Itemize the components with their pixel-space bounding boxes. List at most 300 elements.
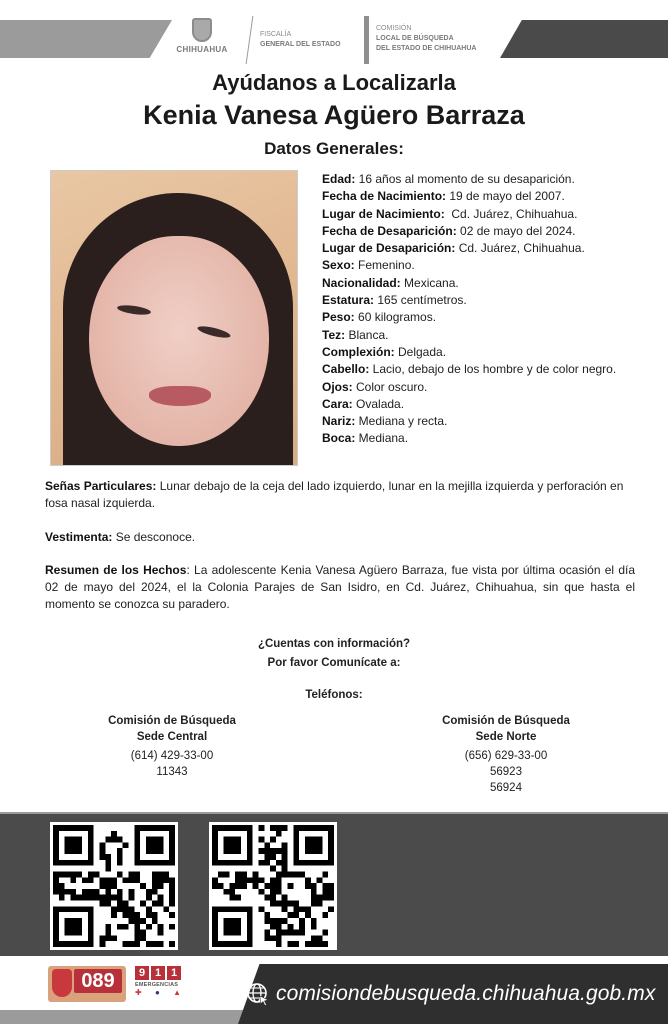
detail-label: Complexión: xyxy=(322,344,395,359)
qr-module xyxy=(247,924,253,930)
qr-module xyxy=(311,842,317,848)
detail-label: Lugar de Desaparición: xyxy=(322,241,456,256)
qr-module xyxy=(65,918,71,924)
detail-value: Lacio, debajo de los hombre y de color negro. xyxy=(369,362,617,377)
detail-value: Mediana. xyxy=(355,431,409,446)
qr-module xyxy=(247,877,253,883)
detail-row xyxy=(322,223,662,240)
qr-module xyxy=(53,924,59,930)
person-photo xyxy=(50,170,298,466)
qr-module xyxy=(163,825,169,831)
qr-module xyxy=(253,877,259,883)
qr-module xyxy=(158,895,164,901)
qr-module xyxy=(88,918,94,924)
qr-module xyxy=(169,883,175,889)
qr-module xyxy=(229,906,235,912)
qr-module xyxy=(282,866,288,872)
qr-module xyxy=(270,837,276,843)
qr-module xyxy=(111,912,117,918)
chihuahua-logo-label: CHIHUAHUA xyxy=(176,45,228,54)
qr-module xyxy=(224,930,230,936)
qr-module xyxy=(305,860,311,866)
qr-module xyxy=(129,941,135,947)
qr-module xyxy=(169,831,175,837)
hotline-911-badge xyxy=(135,966,185,1002)
qr-module xyxy=(293,906,299,912)
qr-module xyxy=(76,906,82,912)
qr-module xyxy=(88,935,94,941)
details-list xyxy=(322,171,662,448)
qr-module xyxy=(293,860,299,866)
qr-module xyxy=(169,854,175,860)
qr-module xyxy=(264,895,270,901)
digit-1: 1 xyxy=(151,966,165,980)
qr-module xyxy=(99,854,105,860)
qr-module xyxy=(270,877,276,883)
qr-module xyxy=(317,935,323,941)
qr-module xyxy=(117,871,123,877)
qr-module xyxy=(241,941,247,947)
qr-module xyxy=(134,860,140,866)
qr-module xyxy=(163,906,169,912)
qr-module xyxy=(247,854,253,860)
qr-module xyxy=(111,831,117,837)
qr-module xyxy=(229,883,235,889)
qr-module xyxy=(299,860,305,866)
qr-module xyxy=(117,901,123,907)
qr-module xyxy=(328,895,334,901)
qr-module xyxy=(235,825,241,831)
qr-module xyxy=(293,842,299,848)
qr-module xyxy=(140,935,146,941)
qr-module xyxy=(105,895,111,901)
qr-module xyxy=(169,860,175,866)
qr-module xyxy=(70,941,76,947)
qr-module xyxy=(88,930,94,936)
qr-module xyxy=(134,877,140,883)
qr-module xyxy=(276,860,282,866)
qr-module xyxy=(53,935,59,941)
chihuahua-logo xyxy=(172,18,232,62)
qr-code-icon[interactable] xyxy=(209,822,337,950)
qr-module xyxy=(224,924,230,930)
detail-value: 60 kilogramos. xyxy=(354,310,437,325)
qr-module xyxy=(65,889,71,895)
qr-module xyxy=(293,831,299,837)
qr-module xyxy=(152,941,158,947)
qr-module xyxy=(146,842,152,848)
qr-module xyxy=(140,930,146,936)
qr-module xyxy=(140,825,146,831)
qr-module xyxy=(53,941,59,947)
qr-module xyxy=(258,906,264,912)
qr-module xyxy=(276,935,282,941)
qr-module xyxy=(82,889,88,895)
qr-module xyxy=(299,871,305,877)
qr-module xyxy=(235,860,241,866)
fiscalia-line2: GENERAL DEL ESTADO xyxy=(260,41,341,48)
detail-row xyxy=(322,188,662,205)
qr-module xyxy=(65,941,71,947)
detail-label: Peso: xyxy=(322,310,355,325)
qr-module xyxy=(328,842,334,848)
qr-module xyxy=(305,877,311,883)
qr-module xyxy=(169,912,175,918)
qr-module xyxy=(117,860,123,866)
qr-module xyxy=(76,895,82,901)
qr-module xyxy=(224,825,230,831)
qr-module xyxy=(235,877,241,883)
vestimenta xyxy=(45,529,635,546)
qr-module xyxy=(111,877,117,883)
qr-module xyxy=(76,860,82,866)
qr-module xyxy=(123,901,129,907)
qr-module xyxy=(99,895,105,901)
qr-module xyxy=(169,924,175,930)
hotline-089-badge xyxy=(48,966,126,1002)
qr-module xyxy=(212,918,218,924)
qr-module xyxy=(264,930,270,936)
qr-module xyxy=(311,848,317,854)
qr-module xyxy=(146,895,152,901)
qr-module xyxy=(59,889,65,895)
qr-module xyxy=(163,877,169,883)
detail-row xyxy=(322,275,662,292)
qr-module xyxy=(117,848,123,854)
detail-row xyxy=(322,257,662,274)
detail-row xyxy=(322,309,662,326)
qr-module xyxy=(158,877,164,883)
qr-module xyxy=(229,842,235,848)
phones-title: Teléfonos: xyxy=(305,689,363,701)
qr-module xyxy=(241,906,247,912)
qr-module xyxy=(282,848,288,854)
qr-module xyxy=(212,941,218,947)
qr-module xyxy=(229,930,235,936)
detail-label: Sexo: xyxy=(322,258,355,273)
qr-module xyxy=(158,930,164,936)
qr-module xyxy=(212,906,218,912)
qr-module xyxy=(152,889,158,895)
qr-module xyxy=(99,842,105,848)
qr-module xyxy=(53,930,59,936)
qr-module xyxy=(282,930,288,936)
qr-module xyxy=(134,935,140,941)
qr-module xyxy=(99,883,105,889)
qr-module xyxy=(158,901,164,907)
qr-module xyxy=(65,848,71,854)
qr-module xyxy=(123,912,129,918)
qr-module xyxy=(235,883,241,889)
qr-module xyxy=(293,912,299,918)
qr-module xyxy=(76,930,82,936)
qr-module xyxy=(146,906,152,912)
qr-module xyxy=(212,877,218,883)
qr-module xyxy=(293,854,299,860)
senas-particulares xyxy=(45,478,635,512)
qr-module xyxy=(88,837,94,843)
qr-module xyxy=(99,848,105,854)
qr-module xyxy=(134,941,140,947)
qr-module xyxy=(322,871,328,877)
page-title: Ayúdanos a Localizarla xyxy=(212,70,456,95)
header-stripe-left xyxy=(0,20,172,58)
fiscalia-line1: FISCALÍA xyxy=(260,31,292,38)
qr-module xyxy=(134,842,140,848)
qr-module xyxy=(317,837,323,843)
detail-label: Tez: xyxy=(322,327,346,342)
qr-module xyxy=(146,825,152,831)
qr-module xyxy=(235,871,241,877)
qr-module xyxy=(53,918,59,924)
qr-module xyxy=(270,854,276,860)
qr-module xyxy=(328,831,334,837)
detail-row xyxy=(322,240,662,257)
qr-module xyxy=(65,871,71,877)
qr-module xyxy=(218,906,224,912)
qr-module xyxy=(152,918,158,924)
qr-module xyxy=(163,860,169,866)
qr-module xyxy=(111,883,117,889)
qr-module xyxy=(129,918,135,924)
detail-value: Cd. Juárez, Chihuahua. xyxy=(444,206,578,221)
office-sede-central xyxy=(72,713,272,780)
qr-module xyxy=(105,854,111,860)
qr-module xyxy=(311,883,317,889)
qr-module xyxy=(82,877,88,883)
qr-module xyxy=(152,877,158,883)
qr-module xyxy=(82,895,88,901)
qr-module xyxy=(152,842,158,848)
qr-module xyxy=(76,825,82,831)
qr-module xyxy=(134,924,140,930)
qr-module xyxy=(88,831,94,837)
qr-module xyxy=(158,825,164,831)
qr-module xyxy=(169,889,175,895)
qr-module xyxy=(53,848,59,854)
website-url[interactable]: comisiondebusqueda.chihuahua.gob.mx xyxy=(276,982,656,1005)
comision-line3: DEL ESTADO DE CHIHUAHUA xyxy=(376,45,477,52)
qr-module xyxy=(288,871,294,877)
police-cap-icon: ● xyxy=(154,988,160,997)
qr-module xyxy=(53,889,59,895)
qr-module xyxy=(218,825,224,831)
qr-module xyxy=(276,883,282,889)
qr-module xyxy=(293,848,299,854)
qr-module xyxy=(311,918,317,924)
qr-module xyxy=(282,895,288,901)
qr-module xyxy=(317,848,323,854)
qr-module xyxy=(247,837,253,843)
qr-module xyxy=(258,825,264,831)
qr-module xyxy=(282,906,288,912)
qr-code-icon[interactable] xyxy=(50,822,178,950)
detail-label: Estatura: xyxy=(322,293,375,308)
qr-module xyxy=(65,837,71,843)
qr-module xyxy=(224,871,230,877)
qr-module xyxy=(123,941,129,947)
qr-module xyxy=(105,837,111,843)
qr-module xyxy=(317,825,323,831)
header-stripe-right xyxy=(500,20,668,58)
resumen-value: : La adolescente Kenia Vanesa Agüero Barraza, fue vista por última ocasión el día 02 de mayo del 2024, el la Colonia Parajes de San Isidro, en Cd. Juárez, Chihuahua, sin que hasta el momento se conozca su paradero. xyxy=(45,563,636,611)
qr-module xyxy=(241,871,247,877)
qr-module xyxy=(224,848,230,854)
office-phone[interactable]: (656) 629-33-00 xyxy=(464,750,548,762)
qr-module xyxy=(264,883,270,889)
vestimenta-value: Se desconoce. xyxy=(112,530,196,544)
qr-module xyxy=(146,837,152,843)
vestimenta-label: Vestimenta: xyxy=(45,530,113,544)
comision-line1: COMISIÓN xyxy=(376,25,412,32)
qr-module xyxy=(129,912,135,918)
qr-module xyxy=(282,871,288,877)
qr-module xyxy=(235,924,241,930)
qr-module xyxy=(88,854,94,860)
qr-module xyxy=(212,860,218,866)
qr-module xyxy=(224,842,230,848)
qr-module xyxy=(111,935,117,941)
qr-module xyxy=(152,912,158,918)
qr-module xyxy=(328,889,334,895)
qr-module xyxy=(270,866,276,872)
qr-module xyxy=(53,842,59,848)
qr-module xyxy=(247,860,253,866)
qr-module xyxy=(76,918,82,924)
qr-module xyxy=(76,871,82,877)
qr-module xyxy=(288,901,294,907)
qr-module xyxy=(288,924,294,930)
office-name: Comisión de Búsqueda xyxy=(442,715,570,727)
detail-row xyxy=(322,379,662,396)
qr-module xyxy=(322,889,328,895)
qr-module xyxy=(317,842,323,848)
detail-value: 02 de mayo del 2024. xyxy=(456,223,576,238)
detail-row xyxy=(322,171,662,188)
qr-module xyxy=(94,895,100,901)
comision-logo xyxy=(376,24,476,54)
emergencias-label: EMERGENCIAS xyxy=(135,982,179,988)
qr-module xyxy=(288,930,294,936)
qr-module xyxy=(140,883,146,889)
contact-question: ¿Cuentas con información? xyxy=(257,638,411,650)
qr-module xyxy=(224,837,230,843)
senas-label: Señas Particulares: xyxy=(45,479,157,493)
qr-module xyxy=(276,848,282,854)
qr-module xyxy=(59,825,65,831)
detail-row xyxy=(322,430,662,447)
qr-module xyxy=(105,901,111,907)
qr-module xyxy=(146,924,152,930)
qr-module xyxy=(94,889,100,895)
qr-module xyxy=(276,831,282,837)
qr-module xyxy=(88,895,94,901)
detail-label: Ojos: xyxy=(322,379,353,394)
qr-module xyxy=(229,860,235,866)
qr-module xyxy=(70,877,76,883)
qr-module xyxy=(311,837,317,843)
office-extension: 56924 xyxy=(490,782,522,794)
qr-module xyxy=(134,854,140,860)
qr-module xyxy=(328,848,334,854)
qr-module xyxy=(169,895,175,901)
qr-module xyxy=(311,895,317,901)
qr-module xyxy=(123,877,129,883)
qr-module xyxy=(59,895,65,901)
qr-module xyxy=(65,924,71,930)
office-phone[interactable]: (614) 429-33-00 xyxy=(130,750,214,762)
detail-value: Mexicana. xyxy=(400,275,459,290)
qr-module xyxy=(247,930,253,936)
qr-module xyxy=(241,877,247,883)
qr-module xyxy=(212,837,218,843)
qr-module xyxy=(70,924,76,930)
medical-cross-icon: ✚ xyxy=(135,988,142,997)
qr-module xyxy=(305,941,311,947)
qr-module xyxy=(53,906,59,912)
qr-module xyxy=(152,860,158,866)
header-divider xyxy=(246,16,254,64)
qr-module xyxy=(282,842,288,848)
qr-module xyxy=(305,848,311,854)
qr-module xyxy=(88,860,94,866)
qr-module xyxy=(270,848,276,854)
person-name: Kenia Vanesa Agüero Barraza xyxy=(143,100,525,130)
qr-module xyxy=(241,883,247,889)
qr-module xyxy=(99,901,105,907)
qr-module xyxy=(224,906,230,912)
qr-module xyxy=(322,883,328,889)
qr-module xyxy=(59,871,65,877)
qr-module xyxy=(299,930,305,936)
qr-module xyxy=(134,871,140,877)
detail-value: Color oscuro. xyxy=(352,379,428,394)
qr-module xyxy=(305,837,311,843)
qr-module xyxy=(293,825,299,831)
qr-module xyxy=(70,860,76,866)
qr-module xyxy=(105,877,111,883)
section-title: Datos Generales: xyxy=(264,139,404,158)
qr-module xyxy=(70,871,76,877)
qr-module xyxy=(212,883,218,889)
qr-module xyxy=(328,825,334,831)
qr-module xyxy=(293,901,299,907)
qr-module xyxy=(293,941,299,947)
fire-icon: ▲ xyxy=(173,988,181,997)
qr-module xyxy=(247,941,253,947)
website-link[interactable] xyxy=(246,982,655,1006)
qr-module xyxy=(65,906,71,912)
qr-module xyxy=(76,848,82,854)
qr-module xyxy=(270,901,276,907)
fiscalia-logo xyxy=(260,30,341,50)
qr-module xyxy=(258,860,264,866)
qr-module xyxy=(264,935,270,941)
qr-module xyxy=(247,848,253,854)
detail-row xyxy=(322,344,662,361)
qr-module xyxy=(152,883,158,889)
qr-module xyxy=(123,906,129,912)
office-name: Comisión de Búsqueda xyxy=(108,715,236,727)
qr-module xyxy=(322,912,328,918)
qr-module xyxy=(311,901,317,907)
qr-module xyxy=(169,842,175,848)
header-banner xyxy=(0,0,668,64)
qr-module xyxy=(264,842,270,848)
qr-module xyxy=(311,889,317,895)
qr-module xyxy=(129,877,135,883)
qr-module xyxy=(212,831,218,837)
